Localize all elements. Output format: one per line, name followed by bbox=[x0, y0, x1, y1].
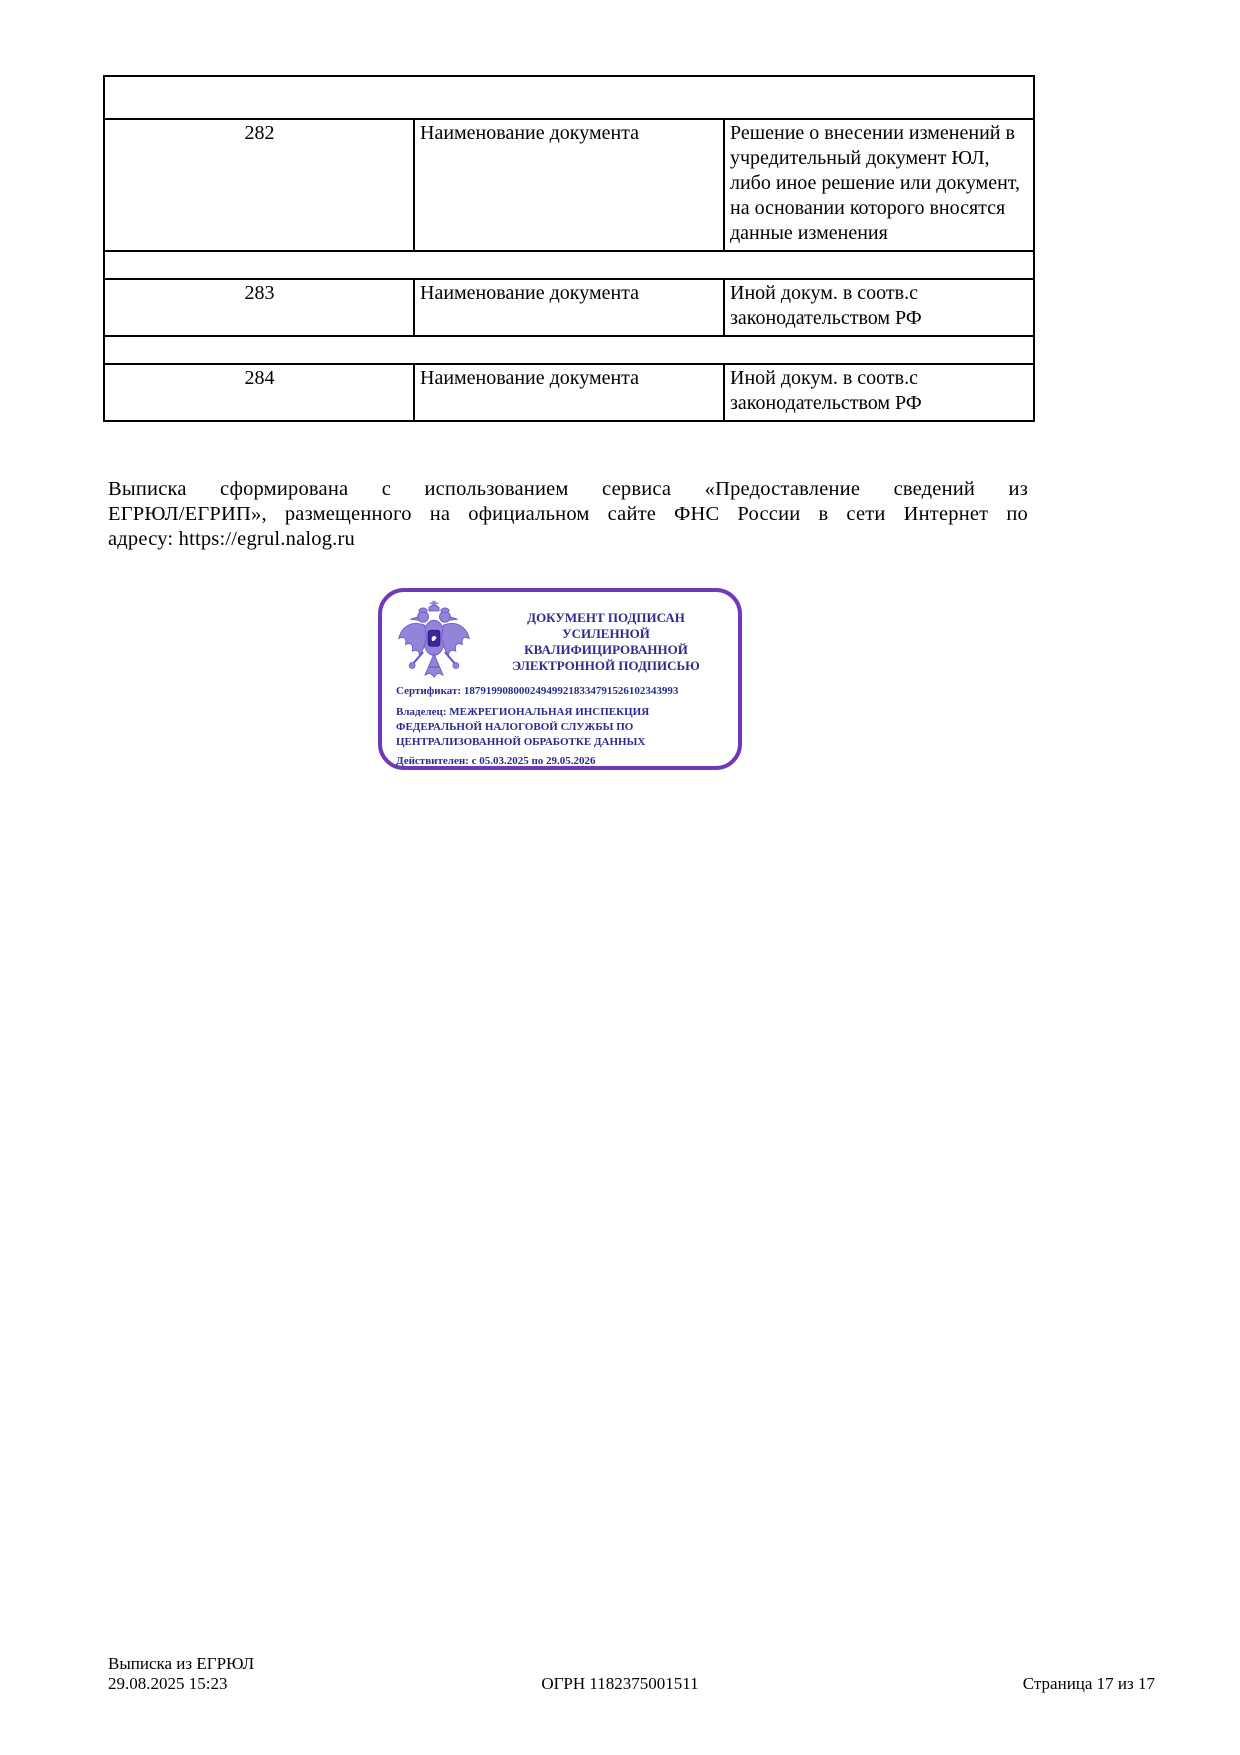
coat-of-arms-icon bbox=[396, 600, 472, 684]
stamp-details bbox=[396, 684, 718, 769]
stamp-certificate bbox=[396, 684, 718, 699]
row-number-cell: 283 bbox=[104, 279, 414, 336]
row-value-cell: Иной докум. в соотв.с законодательством РФ bbox=[724, 364, 1034, 421]
validity-label: Действителен: bbox=[396, 755, 469, 767]
stamp-owner bbox=[396, 705, 712, 750]
stamp-title-line1: ДОКУМЕНТ ПОДПИСАН bbox=[527, 610, 685, 625]
table-spacer-cell bbox=[104, 336, 1034, 364]
certificate-value: 187919908000249499218334791526102343993 bbox=[463, 685, 679, 697]
table-row bbox=[104, 364, 1034, 421]
stamp-title-line2: УСИЛЕННОЙ КВАЛИФИЦИРОВАННОЙ bbox=[524, 626, 688, 657]
document-table bbox=[103, 75, 1035, 422]
service-note bbox=[108, 477, 1028, 552]
table-spacer-cell bbox=[104, 76, 1034, 119]
owner-label: Владелец: bbox=[396, 706, 447, 718]
row-value-cell: Решение о внесении изменений в учредительный документ ЮЛ, либо иное решение или документ, на основании которого вносятся данные изменения bbox=[724, 119, 1034, 251]
stamp-title-line3: ЭЛЕКТРОННОЙ ПОДПИСЬЮ bbox=[512, 658, 700, 673]
row-label-cell: Наименование документа bbox=[414, 279, 724, 336]
footer-datetime: 29.08.2025 15:23 bbox=[108, 1674, 228, 1693]
table-spacer-cell bbox=[104, 251, 1034, 279]
table-row bbox=[104, 119, 1034, 251]
row-label-cell: Наименование документа bbox=[414, 119, 724, 251]
row-label-cell: Наименование документа bbox=[414, 364, 724, 421]
table-spacer-row bbox=[104, 76, 1034, 119]
owner-value: МЕЖРЕГИОНАЛЬНАЯ ИНСПЕКЦИЯ ФЕДЕРАЛЬНОЙ НАЛОГОВОЙ СЛУЖБЫ ПО ЦЕНТРАЛИЗОВАННОЙ ОБРАБОТКЕ ДАННЫХ bbox=[396, 706, 650, 748]
signature-stamp bbox=[378, 588, 742, 770]
row-value-cell: Иной докум. в соотв.с законодательством РФ bbox=[724, 279, 1034, 336]
service-note-line: Выписка сформирована с использованием сервиса «Предоставление сведений из bbox=[108, 478, 1028, 500]
service-note-line: адресу: https://egrul.nalog.ru bbox=[108, 528, 355, 550]
stamp-validity bbox=[396, 754, 718, 769]
validity-value: с 05.03.2025 по 29.05.2026 bbox=[471, 755, 596, 767]
certificate-label: Сертификат: bbox=[396, 685, 462, 697]
row-number-cell: 284 bbox=[104, 364, 414, 421]
table-row bbox=[104, 279, 1034, 336]
table-spacer-row bbox=[104, 251, 1034, 279]
service-note-line: ЕГРЮЛ/ЕГРИП», размещенного на официальном сайте ФНС России в сети Интернет по bbox=[108, 503, 1028, 525]
stamp-title bbox=[480, 610, 732, 674]
footer-page-info: Страница 17 из 17 bbox=[1022, 1674, 1155, 1693]
footer-doc-type: Выписка из ЕГРЮЛ bbox=[108, 1654, 255, 1673]
table-spacer-row bbox=[104, 336, 1034, 364]
footer-ogrn: ОГРН 1182375001511 bbox=[541, 1674, 699, 1693]
row-number-cell: 282 bbox=[104, 119, 414, 251]
